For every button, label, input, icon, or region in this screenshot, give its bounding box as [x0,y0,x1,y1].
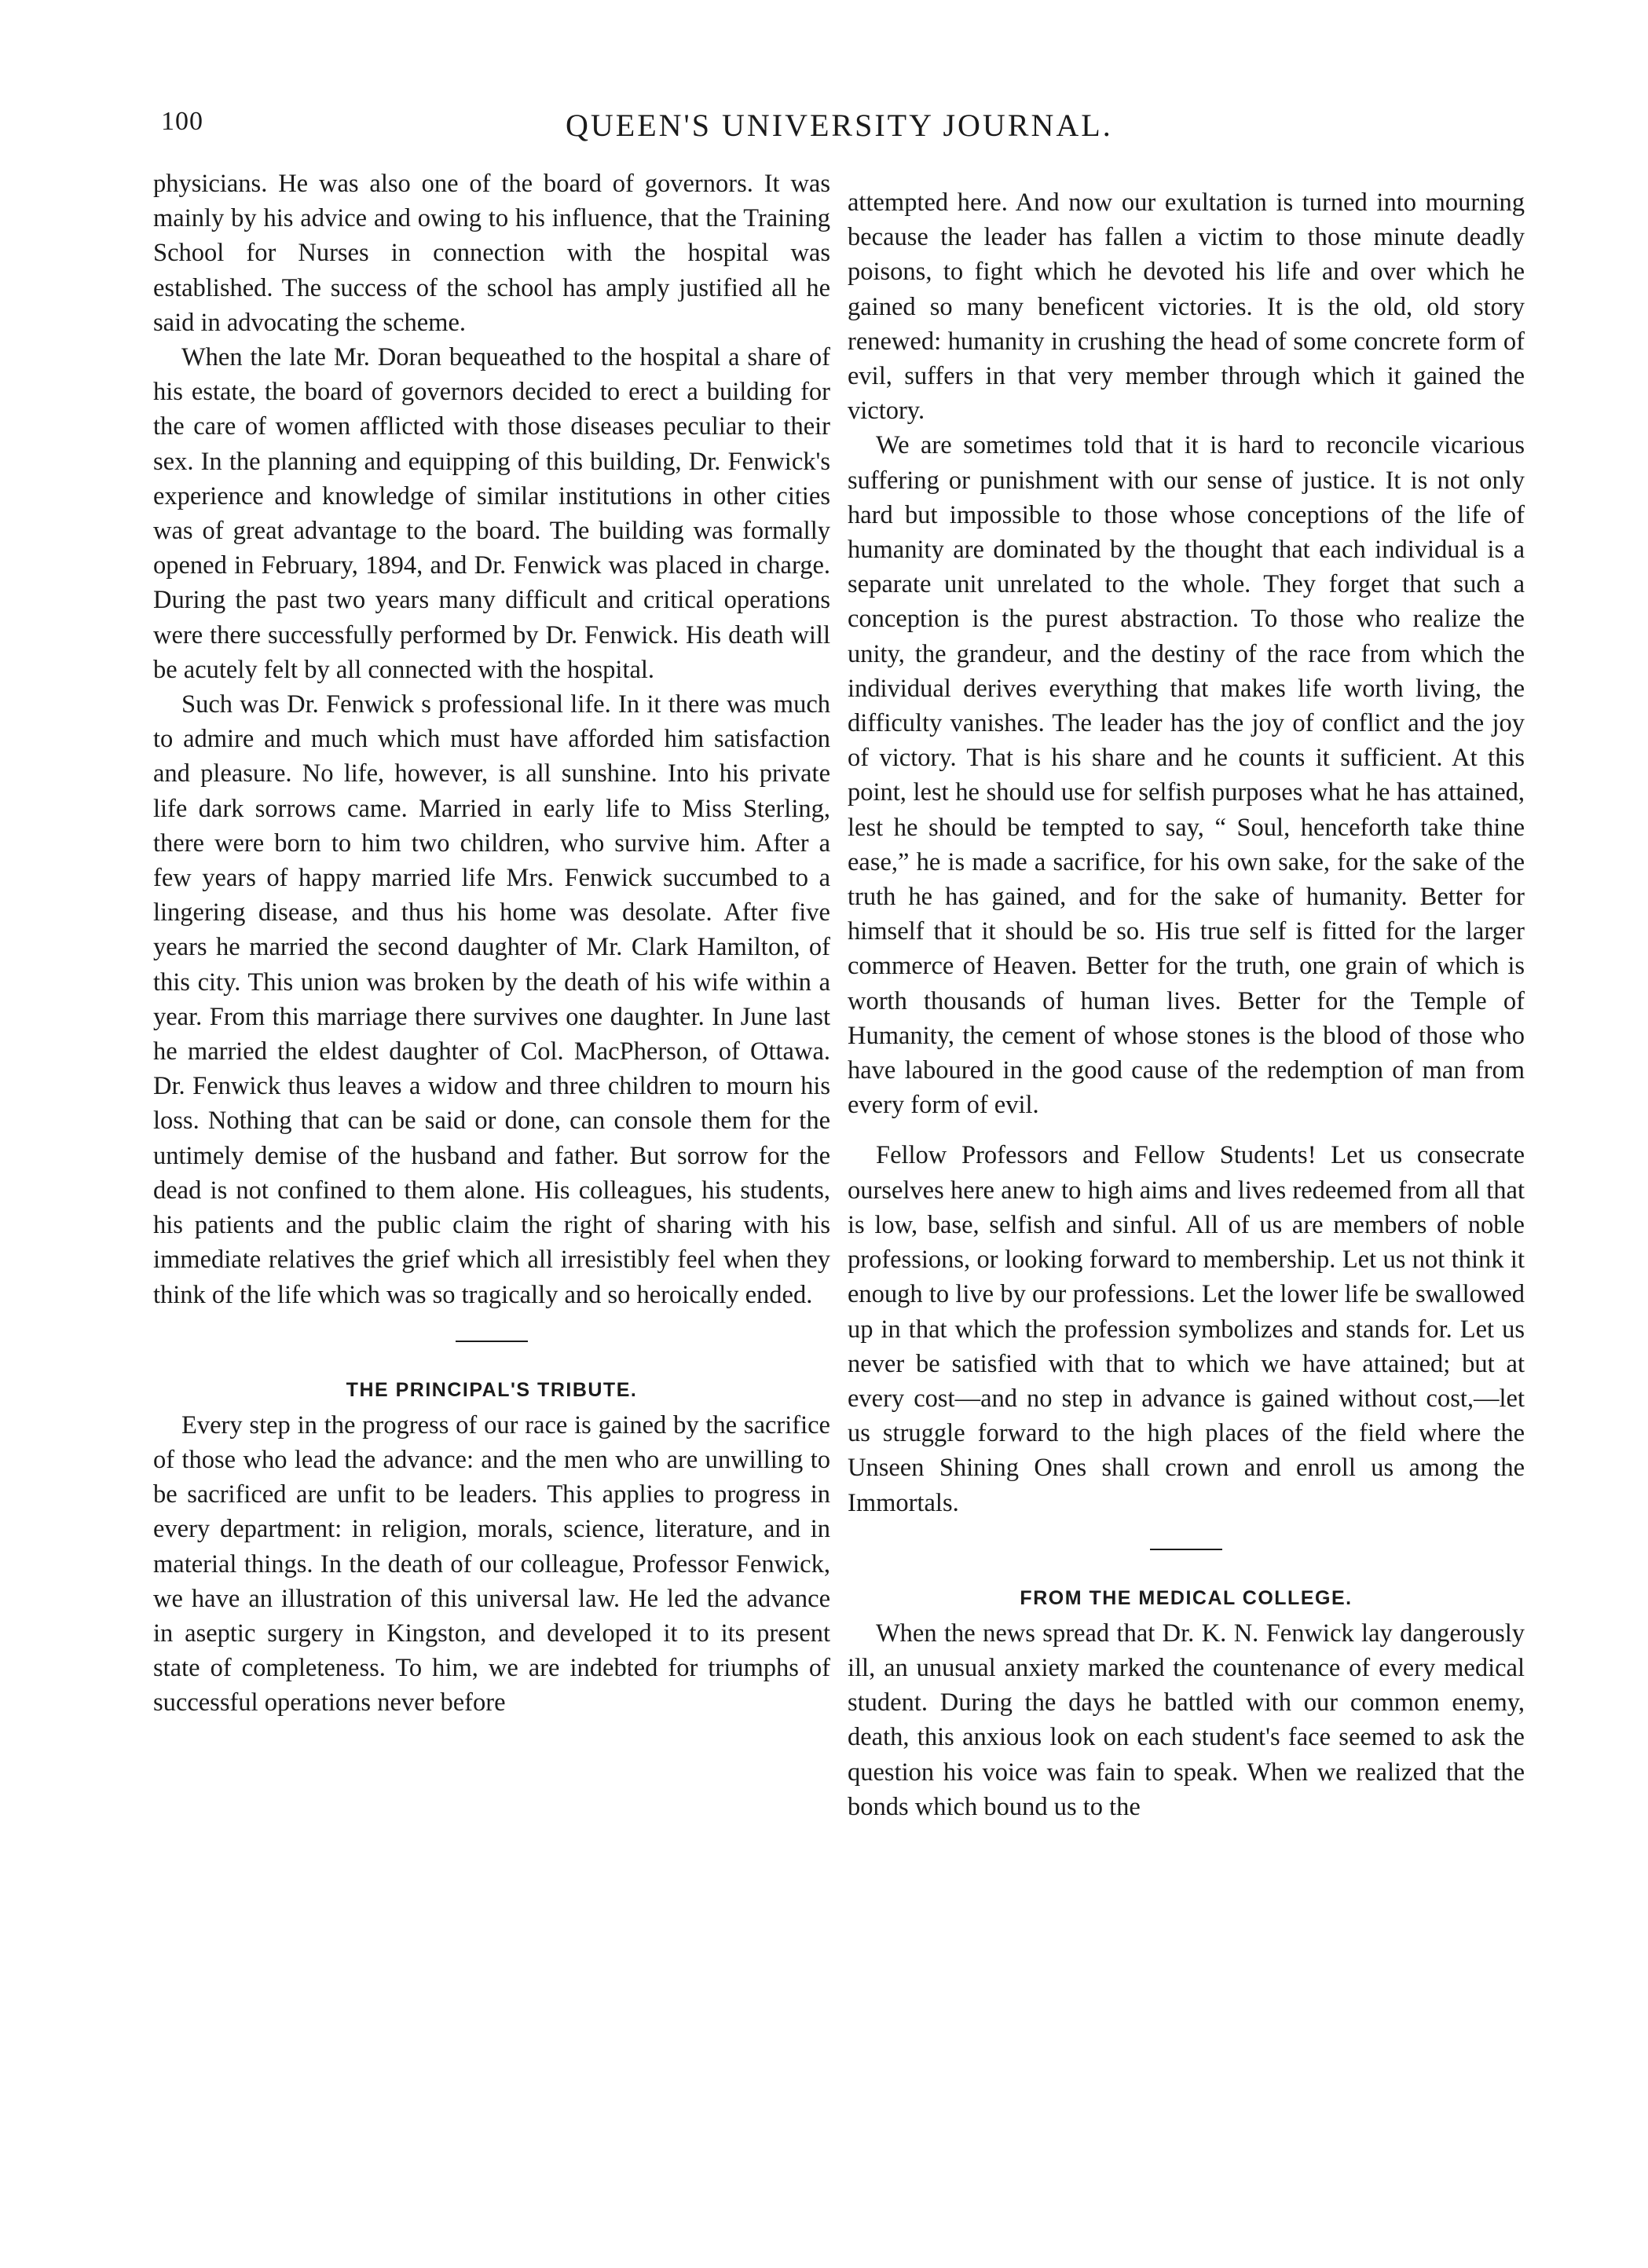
obituary-paragraph-1: physicians. He was also one of the board of governors. It was mainly by his advice and owing to his influence, that the Training School for Nurses in connection with the hospital was established. The success of the school has amply justified all he said in advocating the scheme. [153,170,830,337]
running-head: QUEEN'S UNIVERSITY JOURNAL. [566,108,1113,143]
left-column [153,166,830,1721]
tribute-paragraph-4: Fellow Professors and Fellow Students! Let us consecrate ourselves here anew to high aims and lives redeemed from all that is low, base, selfish and sinful. All of us are members of noble professions, or looking forward to membership. Let us not think it enough to live by our professions. Let the lower life be swallowed up in that which the profession symbolizes and stands for. Let us never be satisfied with that to which we have attained; but at every cost—and no step in advance is gained without cost,—let us struggle forward to the high places of the field where the Unseen Shining Ones shall crown and enroll us among the Immortals. [848,1141,1525,1517]
tribute-paragraph-3: We are sometimes told that it is hard to reconcile vicarious suffering or punishment with our sense of justice. It is not only hard but impossible to those whose conceptions of the life of humanity are dominated by the thought that each individual is a separate unit unrelated to the whole. They forget that such a conception is the purest abstraction. To those who realize the unity, the grandeur, and the destiny of the race from which the individual derives everything that makes life worth living, the difficulty vanishes. The leader has the joy of conflict and the joy of victory. That is his share and he counts it sufficient. At this point, lest he should use for selfish purposes what he has attained, lest he should be tempted to say, “ Soul, henceforth take thine ease,” he is made a sacrifice, for his own sake, for the sake of the truth he has gained, and for the sake of humanity. Better for himself that it should be so. His true self is fitted for the larger commerce of Heaven. Better for the truth, one grain of which is worth thousands of human lives. Better for the Temple of Humanity, the cement of whose stones is the blood of those who have laboured in the good cause of the redemption of man from every form of evil. [848,431,1525,1120]
obituary-paragraph-2: When the late Mr. Doran bequeathed to the hospital a share of his estate, the board of governors decided to erect a building for the care of women afflicted with those diseases peculiar to their sex. In the planning and equipping of this building, Dr. Fenwick's experience and knowledge of similar institutions in other cities was of great advantage to the board. The building was formally opened in February, 1894, and Dr. Fenwick was placed in charge. During the past two years many difficult and critical operations were there successfully performed by Dr. Fenwick. His death will be acutely felt by all connected with the hospital. [153,343,830,684]
section-heading-medical-college: FROM THE MEDICAL COLLEGE. [1020,1586,1353,1609]
section-divider [1150,1549,1222,1550]
paragraph-gap [848,1122,1525,1138]
right-column [848,185,1525,1824]
page-number: 100 [161,107,203,136]
section-divider [456,1341,528,1342]
obituary-paragraph-3: Such was Dr. Fenwick s professional life. In it there was much to admire and much which must have afforded him satisfaction and pleasure. No life, however, is all sunshine. Into his private life dark sorrows came. Married in early life to Miss Sterling, there were born to him two children, who survive him. After a few years of happy married life Mrs. Fenwick succumbed to a lingering disease, and thus his home was desolate. After five years he married the second daughter of Mr. Clark Hamilton, of this city. This union was broken by the death of his wife within a year. From this marriage there survives one daughter. In June last he married the eldest daughter of Col. MacPherson, of Ottawa. Dr. Fenwick thus leaves a widow and three children to mourn his loss. Nothing that can be said or done, can console them for the untimely demise of the husband and father. But sorrow for the dead is not confined to them alone. His colleagues, his students, his patients and the public claim the right of sharing with his immediate relatives the grief which all irresistibly feel when they think of the life which was so tragically and so heroically ended. [153,690,830,1309]
medical-college-paragraph-1: When the news spread that Dr. K. N. Fenwick lay dangerously ill, an unusual anxiety marked the countenance of every medical student. During the days he battled with our common enemy, death, this anxious look on each student's face seemed to ask the question his voice was fain to speak. When we realized that the bonds which bound us to the [848,1619,1525,1821]
section-heading-principals-tribute: THE PRINCIPAL'S TRIBUTE. [346,1378,638,1401]
tribute-paragraph-2: attempted here. And now our exultation is turned into mourning because the leader has fallen a victim to those minute deadly poisons, to fight which he devoted his life and over which he gained so many beneficent victories. It is the old, old story renewed: humanity in crushing the head of some concrete form of evil, suffers in that very member through which it gained the victory. [848,188,1525,426]
tribute-paragraph-1: Every step in the progress of our race is gained by the sacrifice of those who lead the advance: and the men who are unwilling to be sacrificed are unfit to be leaders. This applies to progress in every department: in religion, morals, science, literature, and in material things. In the death of our colleague, Professor Fenwick, we have an illustration of this universal law. He led the advance in aseptic surgery in Kingston, and developed it to its present state of completeness. To him, we are indebted for triumphs of successful operations never before [153,1410,830,1717]
